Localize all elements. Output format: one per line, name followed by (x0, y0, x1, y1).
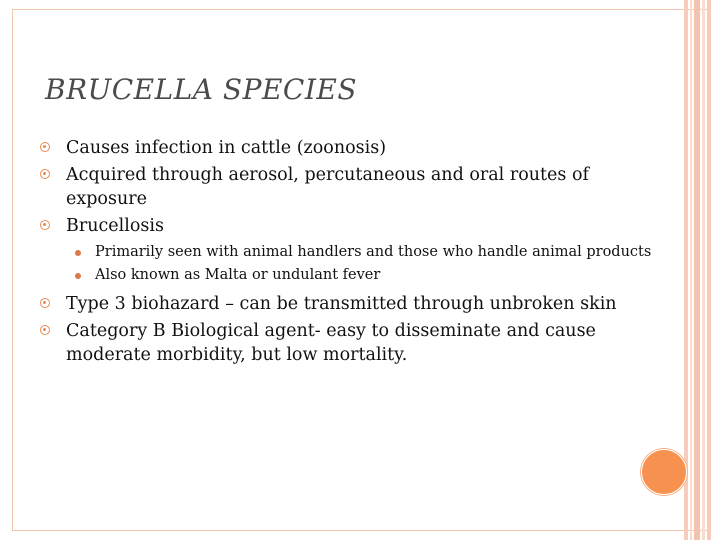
sub-bullet-item (40, 267, 660, 284)
bullet-icon (40, 220, 50, 230)
bullet-item (40, 136, 660, 160)
decor-stripe (702, 0, 705, 540)
bullet-item (40, 163, 660, 211)
sub-bullet-icon (75, 250, 81, 256)
bullet-icon (40, 142, 50, 152)
decor-stripe (707, 0, 711, 540)
sub-bullet-list (40, 244, 660, 284)
bullet-item (40, 319, 660, 367)
slide-content (40, 136, 660, 370)
decor-stripe (690, 0, 692, 540)
bullet-text: Type 3 biohazard – can be transmitted through unbroken skin (66, 294, 617, 314)
decor-stripe (684, 0, 688, 540)
sub-bullet-text: Primarily seen with animal handlers and those who handle animal products (95, 244, 652, 260)
decor-stripe (694, 0, 700, 540)
bullet-icon (40, 325, 50, 335)
bullet-icon (40, 169, 50, 179)
bullet-item (40, 292, 660, 316)
sub-bullet-item (40, 244, 660, 261)
sub-bullet-icon (75, 273, 81, 279)
bullet-text: Category B Biological agent- easy to disseminate and cause moderate morbidity, but low mortality. (66, 321, 596, 365)
bullet-item (40, 214, 660, 238)
bullet-icon (40, 298, 50, 308)
bullet-text: Brucellosis (66, 216, 164, 236)
slide-title: BRUCELLA SPECIES (45, 73, 357, 106)
bullet-text: Causes infection in cattle (zoonosis) (66, 138, 387, 158)
bullet-text: Acquired through aerosol, percutaneous and oral routes of exposure (66, 165, 589, 209)
sub-bullet-text: Also known as Malta or undulant fever (95, 267, 381, 283)
decor-circle (641, 449, 687, 495)
